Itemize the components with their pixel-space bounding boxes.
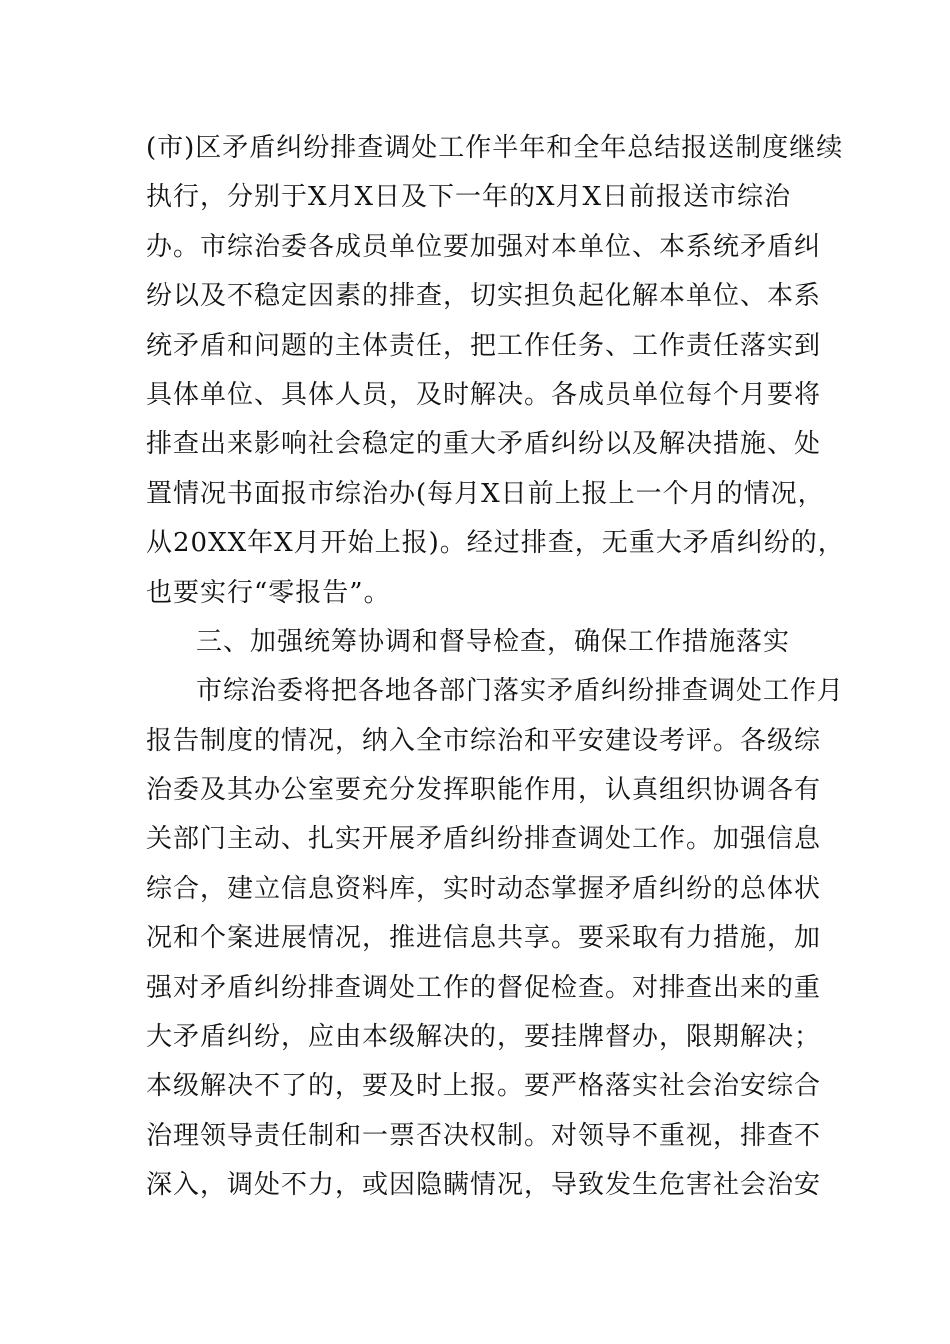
text-line: 大矛盾纠纷，应由本级解决的，要挂牌督办，限期解决； xyxy=(146,1022,822,1053)
text-line: 强对矛盾纠纷排查调处工作的督促检查。对排查出来的重 xyxy=(146,972,822,1003)
text-line: 也要实行“零报告”。 xyxy=(146,577,391,608)
section-heading: 三、加强统筹协调和督导检查，确保工作措施落实 xyxy=(196,626,791,657)
text-line: 办。市综治委各成员单位要加强对本单位、本系统矛盾纠 xyxy=(146,231,822,262)
text-line: 本级解决不了的，要及时上报。要严格落实社会治安综合 xyxy=(146,1071,822,1102)
text-line: 从20XX年X月开始上报)。经过排查，无重大矛盾纠纷的， xyxy=(146,528,845,559)
text-line: 况和个案进展情况，推进信息共享。要采取有力措施，加 xyxy=(146,923,822,954)
text-line: (市)区矛盾纠纷排查调处工作半年和全年总结报送制度继续 xyxy=(146,133,844,163)
text-line: 市综治委将把各地各部门落实矛盾纠纷排查调处工作月 xyxy=(196,676,845,707)
text-line: 深入，调处不力，或因隐瞒情况，导致发生危害社会治安 xyxy=(146,1170,822,1201)
text-line: 治理领导责任制和一票否决权制。对领导不重视，排查不 xyxy=(146,1120,822,1151)
text-line: 排查出来影响社会稳定的重大矛盾纠纷以及解决措施、处 xyxy=(146,429,822,460)
text-line: 报告制度的情况，纳入全市综治和平安建设考评。各级综 xyxy=(146,725,822,756)
body-text xyxy=(146,124,845,1211)
text-line: 执行，分别于X月X日及下一年的X月X日前报送市综治 xyxy=(146,182,792,213)
text-line: 综合，建立信息资料库，实时动态掌握矛盾纠纷的总体状 xyxy=(146,873,822,904)
text-line: 纷以及不稳定因素的排查，切实担负起化解本单位、本系 xyxy=(146,281,822,312)
text-line: 统矛盾和问题的主体责任，把工作任务、工作责任落实到 xyxy=(146,330,822,361)
text-line: 具体单位、具体人员，及时解决。各成员单位每个月要将 xyxy=(146,379,822,410)
text-line: 关部门主动、扎实开展矛盾纠纷排查调处工作。加强信息 xyxy=(146,824,822,855)
text-line: 治委及其办公室要充分发挥职能作用，认真组织协调各有 xyxy=(146,775,822,806)
text-line: 置情况书面报市综治办(每月X日前上报上一个月的情况， xyxy=(146,478,825,509)
